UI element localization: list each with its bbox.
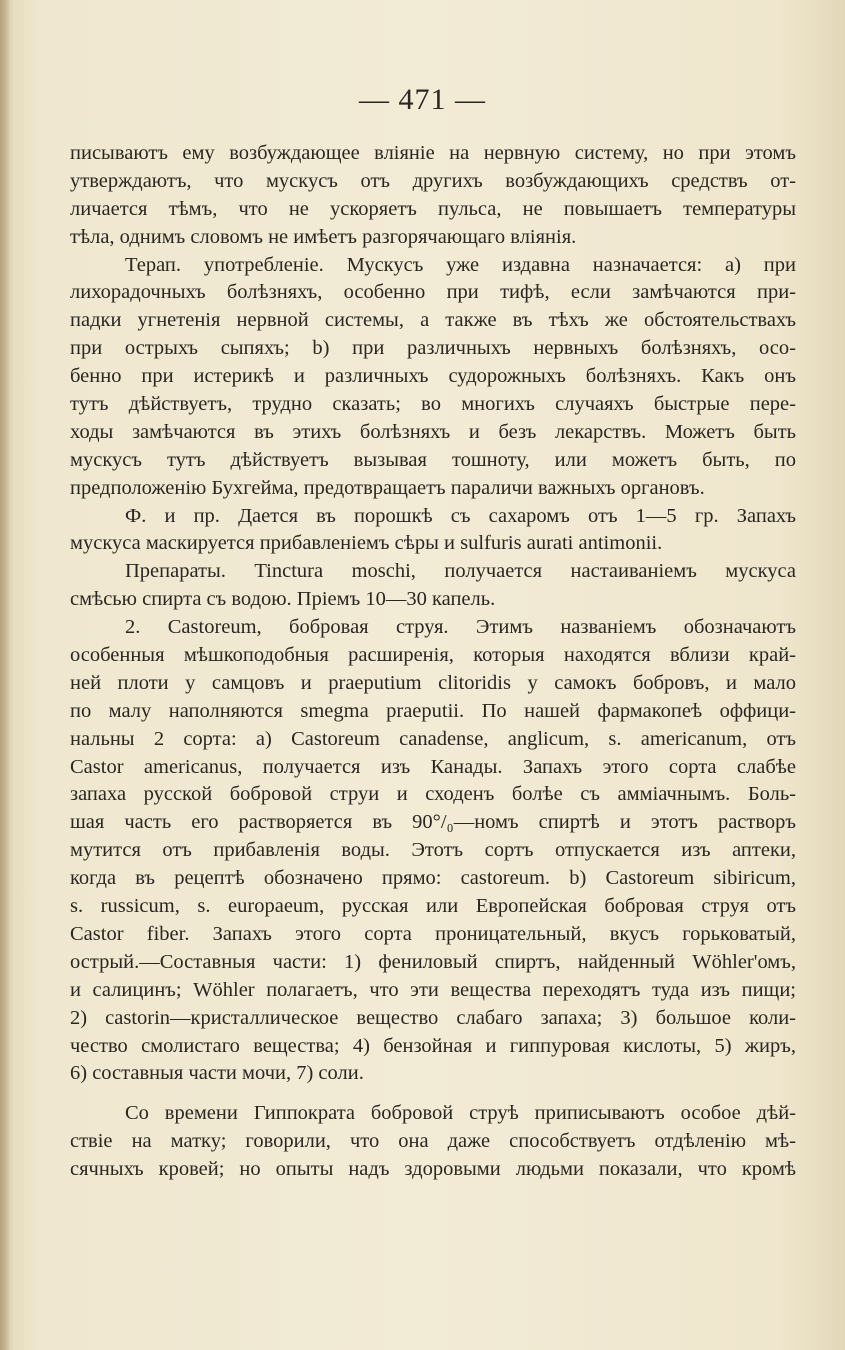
text-line: мускусъ тутъ дѣйствуетъ вызывая тошноту, или можетъ быть, по (70, 448, 796, 471)
text-line: мутится отъ прибавленія воды. Этотъ сортъ отпускается изъ аптеки, (70, 839, 796, 862)
text-line: предположенію Бухгейма, предотвращаетъ параличи важныхъ органовъ. (70, 476, 705, 499)
text-line-section-history: Со времени Гиппократа бобровой струѣ приписываютъ особое дѣй- (125, 1102, 796, 1125)
text-line: ходы замѣчаются въ этихъ болѣзняхъ и безъ лекарствъ. Можетъ быть (70, 420, 796, 443)
text-line: тутъ дѣйствуетъ, трудно сказать; во многихъ случаяхъ быстрые пере- (70, 393, 796, 416)
text-line: Castor fiber. Запахъ этого сорта проницательный, вкусъ горьковатый, (70, 922, 796, 945)
text-line: когда въ рецептѣ обозначено прямо: castoreum. b) Castoreum sibiricum, (70, 867, 796, 890)
text-line: и салицинъ; Wöhler полагаетъ, что эти вещества переходятъ туда изъ пищи; (70, 978, 796, 1001)
page-number: — 471 — (359, 83, 486, 116)
page-body-text (70, 140, 796, 1184)
text-line: сячныхъ кровей; но опыты надъ здоровыми людьми показали, что кромѣ (70, 1158, 796, 1181)
text-line: утверждаютъ, что мускусъ отъ другихъ возбуждающихъ средствъ от- (70, 169, 796, 192)
text-line: особенныя мѣшкоподобныя расширенія, которыя находятся вблизи край- (70, 644, 796, 667)
text-line: 2) castorin—кристаллическое вещество слабаго запаха; 3) большое коли- (70, 1006, 796, 1029)
text-line: ствіе на матку; говорили, что она даже способствуетъ отдѣленію мѣ- (70, 1130, 796, 1153)
text-line: лихорадочныхъ болѣзняхъ, особенно при тифѣ, если замѣчаются при- (70, 281, 796, 304)
text-line: ней плоти у самцовъ и praeputium clitoridis у самокъ бобровъ, и мало (70, 671, 796, 694)
text-line: личается тѣмъ, что не ускоряетъ пульса, не повышаетъ температуры (70, 197, 796, 220)
text-line: острый.—Составныя части: 1) фениловый спиртъ, найденный Wöhler'омъ, (70, 950, 796, 973)
text-line: смѣсью спирта съ водою. Пріемъ 10—30 капель. (70, 588, 496, 611)
text-line: s. russicum, s. europaeum, русская или Европейская бобровая струя отъ (70, 895, 796, 918)
text-line: мускуса маскируется прибавленіемъ сѣры и sulfuris aurati antimonii. (70, 532, 663, 555)
text-line-section-forms: Ф. и пр. Дается въ порошкѣ съ сахаромъ отъ 1—5 гр. Запахъ (125, 504, 796, 527)
text-line-section-castoreum: 2. Castoreum, бобровая струя. Этимъ названіемъ обозначаютъ (125, 616, 796, 639)
text-line: нальны 2 сорта: a) Castoreum canadense, anglicum, s. americanum, отъ (70, 727, 796, 750)
text-line: падки угнетенія нервной системы, а также въ тѣхъ же обстоятельствахъ (70, 309, 796, 332)
text-line: шая часть его растворяется въ 90°/₀—номъ спиртѣ и этотъ растворъ (70, 811, 796, 834)
text-line: чество смолистаго вещества; 4) бензойная и гиппуровая кислоты, 5) жиръ, (70, 1034, 796, 1057)
text-line: Castor americanus, получается изъ Канады. Запахъ этого сорта слабѣе (70, 755, 796, 778)
text-line: запаха русской бобровой струи и сходенъ болѣе съ аммiачнымъ. Боль- (70, 783, 796, 806)
text-line: по малу наполняются smegma praeputii. По нашей фармакопеѣ оффици- (70, 699, 796, 722)
text-line: бенно при истерикѣ и различныхъ судорожныхъ болѣзняхъ. Какъ онъ (70, 365, 796, 388)
text-line-section-therapy: Терап. употребленіе. Мускусъ уже издавна назначается: a) при (125, 253, 796, 276)
paragraph-gap (70, 1088, 796, 1100)
text-line: писываютъ ему возбуждающее вліяніе на нервную систему, но при этомъ (70, 142, 796, 164)
text-line: при острыхъ сыпяхъ; b) при различныхъ нервныхъ болѣзняхъ, осо- (70, 337, 796, 360)
text-line-section-preparations: Препараты. Tinctura moschi, получается настаиваніемъ мускуса (125, 560, 796, 583)
text-line: 6) составныя части мочи, 7) соли. (70, 1062, 364, 1085)
page-binding-shadow (0, 0, 10, 1350)
text-line: тѣла, однимъ словомъ не имѣетъ разгорячающаго вліянія. (70, 225, 577, 248)
